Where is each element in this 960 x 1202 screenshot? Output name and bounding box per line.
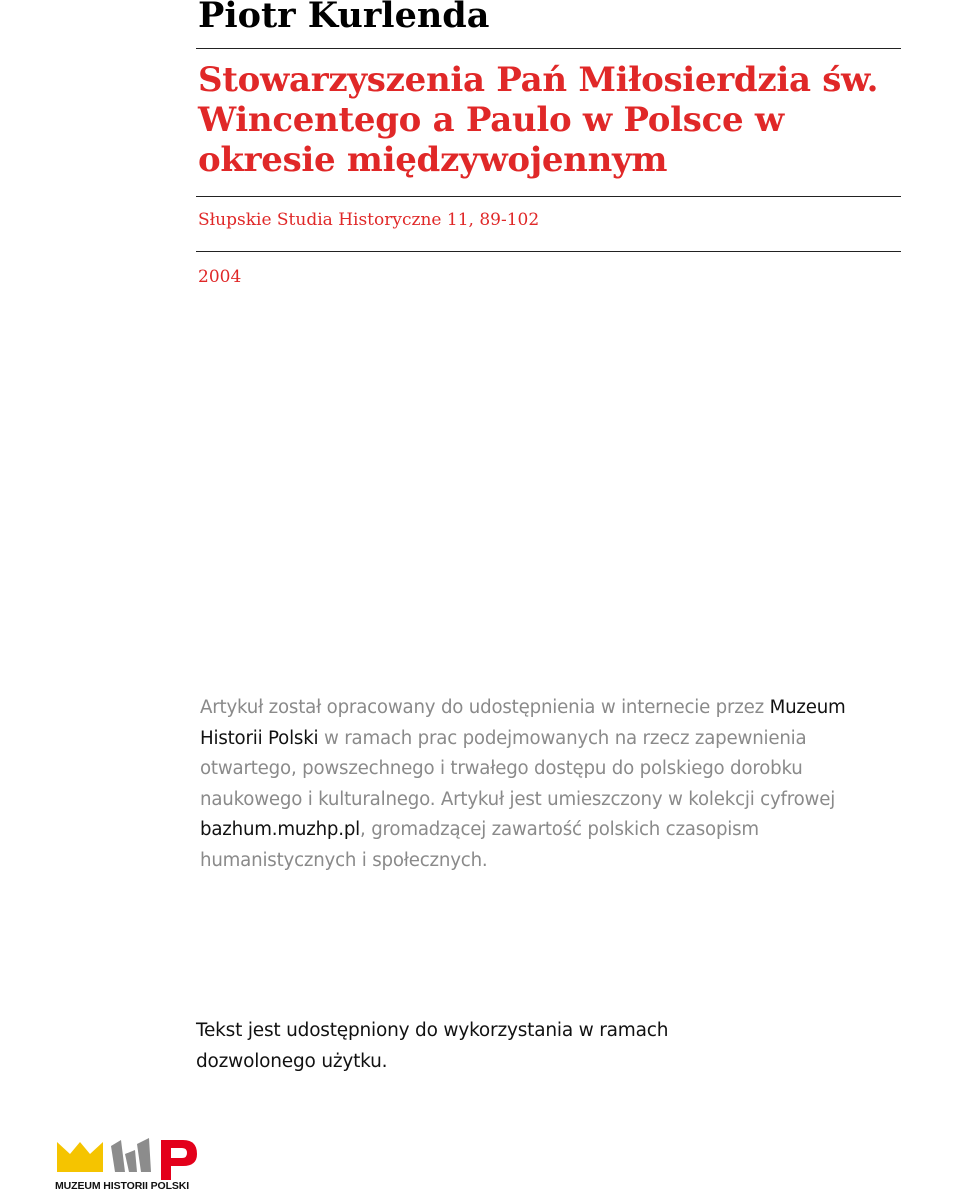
publication-year: 2004	[198, 267, 242, 287]
divider-bottom	[196, 251, 901, 252]
logo-caption: MUZEUM HISTORII POLSKI	[55, 1180, 190, 1192]
notice-text-2: w ramach prac podejmowanych na rzecz zapewnienia otwartego, powszechnego i trwałego dostępu do polskiego dorobku naukowego i kulturalnego. Artykuł jest umieszczony w kolekcji cyfrowej	[200, 727, 836, 810]
notice-text-3: , gromadzącej zawartość polskich czasopism humanistycznych i społecznych.	[200, 819, 759, 871]
logo-crown-m-shape	[57, 1142, 103, 1172]
article-title: Stowarzyszenia Pań Miłosierdzia św. Wincentego a Paulo w Polsce w okresie międzywojennym	[198, 60, 879, 180]
logo-p-shape	[161, 1140, 197, 1180]
logo-h-shape	[111, 1138, 151, 1172]
source-citation: Słupskie Studia Historyczne 11, 89-102	[198, 210, 540, 230]
museum-name: Muzeum Historii Polski	[200, 697, 846, 749]
divider-top	[196, 48, 901, 49]
usage-notice: Tekst jest udostępniony do wykorzystania w ramach dozwolonego użytku.	[196, 1020, 669, 1072]
site-link[interactable]: bazhum.muzhp.pl	[200, 819, 361, 840]
notice-text-1: Artykuł został opracowany do udostępnienia w internecie przez	[200, 697, 770, 718]
author-name: Piotr Kurlenda	[198, 0, 490, 36]
availability-notice	[200, 693, 900, 876]
divider-middle	[196, 196, 901, 197]
